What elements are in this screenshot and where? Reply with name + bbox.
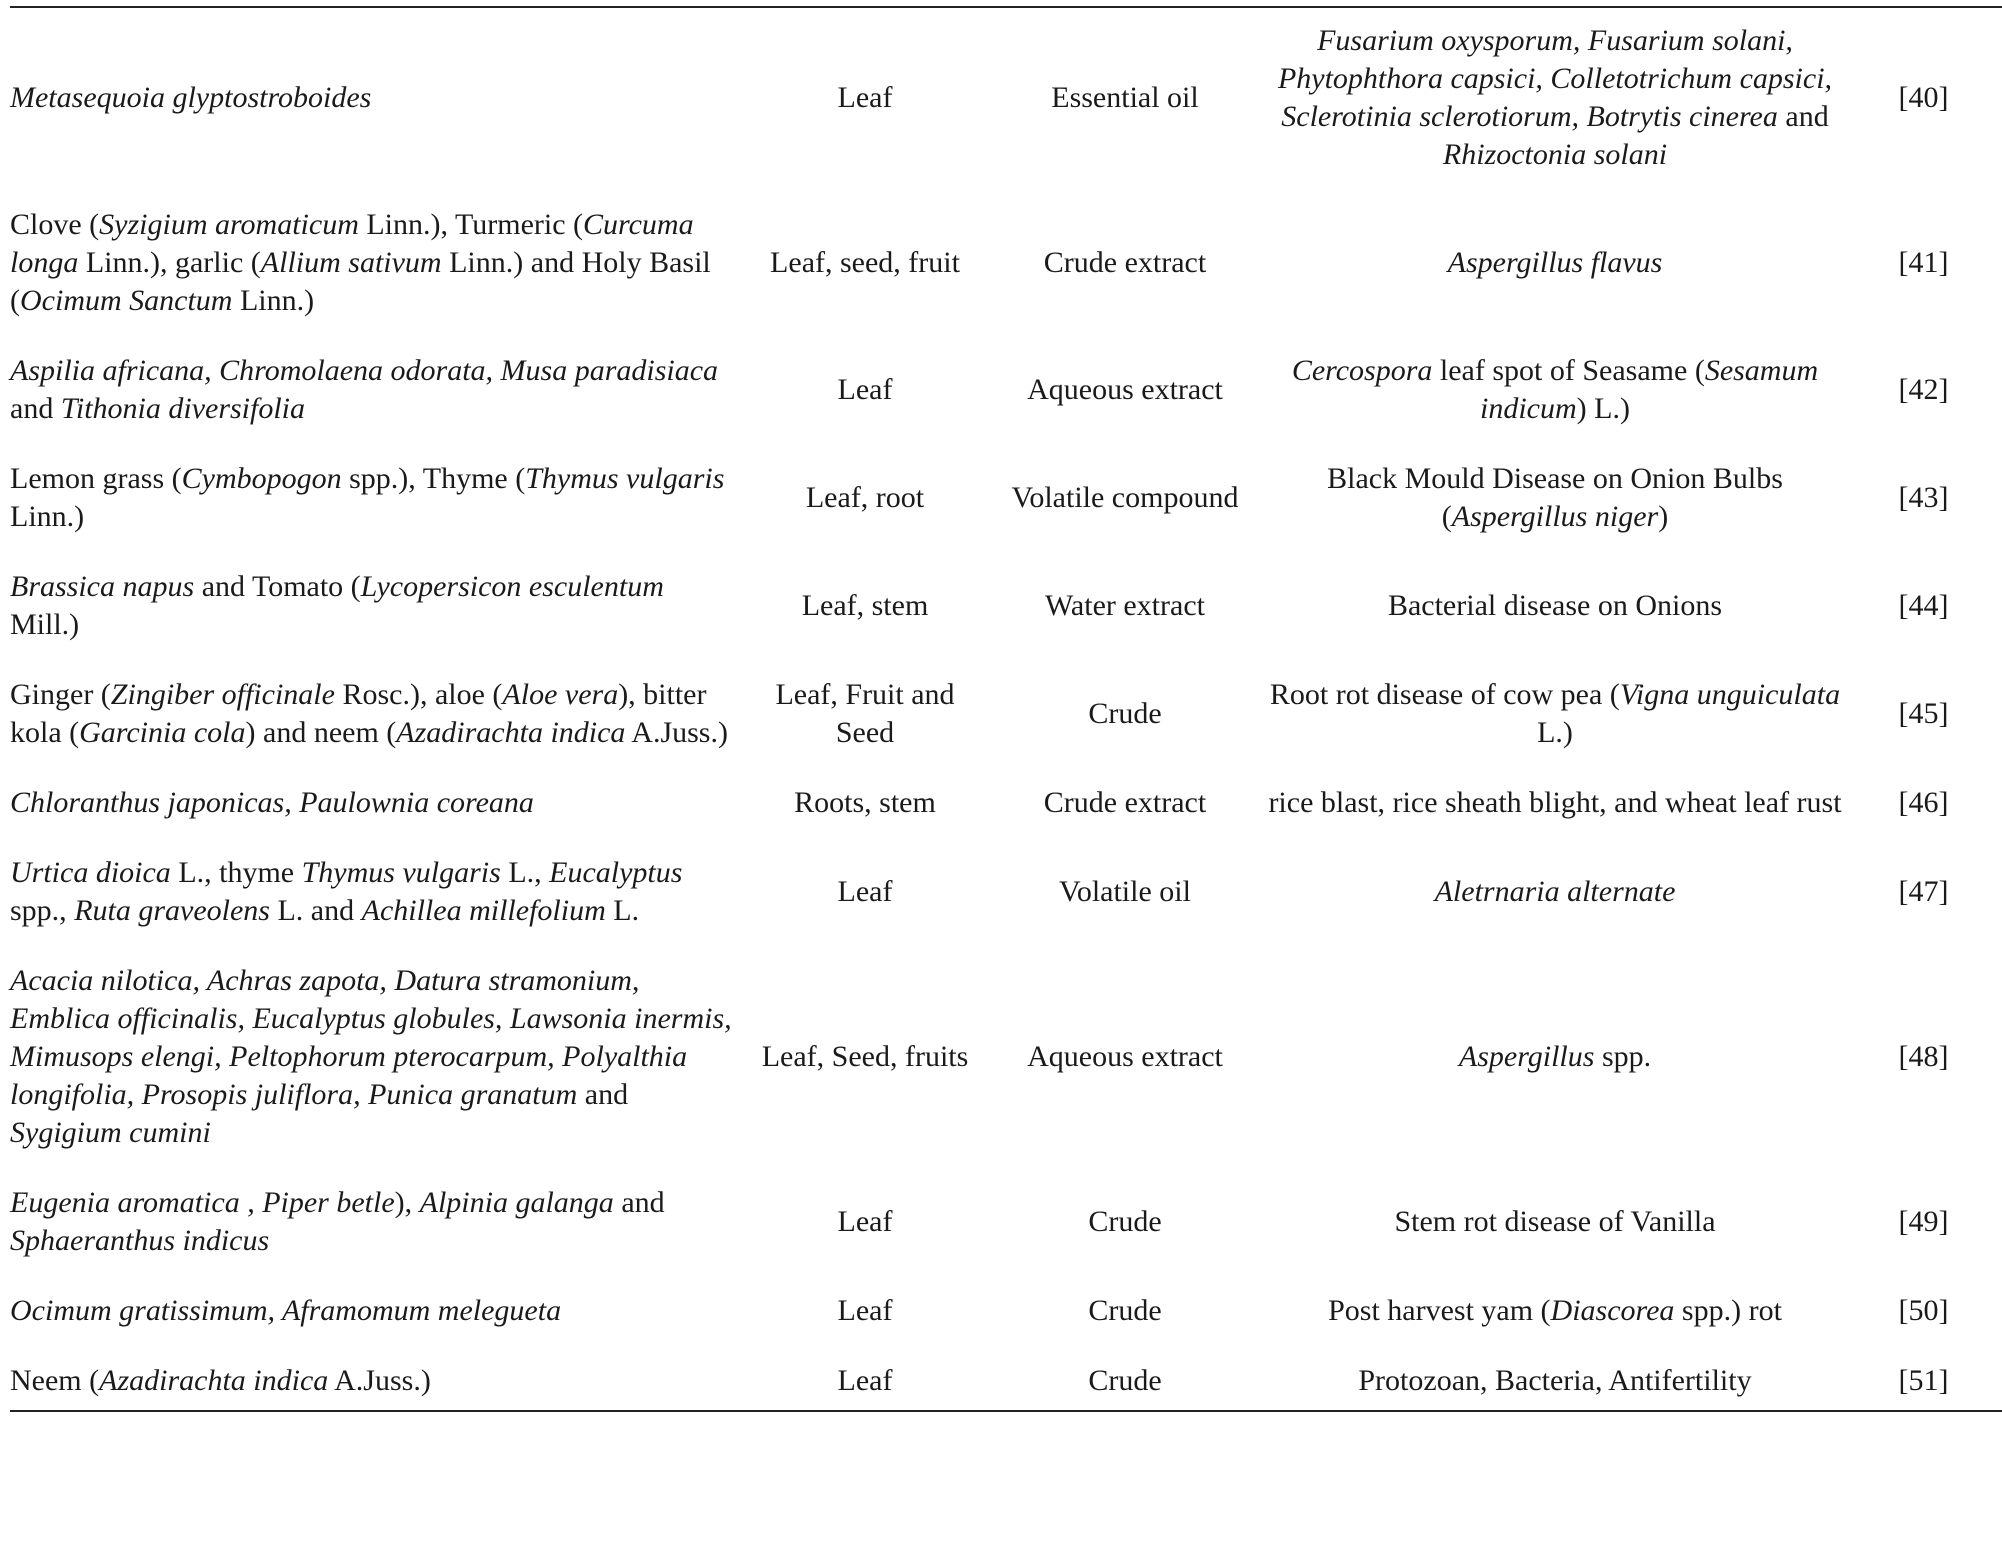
plant-name-cell-text: Cymbopogon — [181, 462, 342, 495]
extract-type-cell: Crude extract — [1043, 246, 1207, 279]
target-pathogen-cell-text: L.) — [1537, 716, 1573, 749]
plant-name-cell-text: Chloranthus japonicas, Paulownia coreana — [10, 786, 534, 819]
plant-name-cell — [10, 768, 745, 838]
plant-name-cell — [10, 444, 745, 552]
target-pathogen-cell — [1265, 190, 1845, 336]
reference-cell: [48] — [1898, 1040, 1949, 1073]
plant-name-cell-text: Azadirachta indica — [99, 1364, 329, 1397]
plant-part-cell: Leaf, Fruit and Seed — [775, 678, 955, 749]
extract-type-cell: Crude extract — [1043, 786, 1207, 819]
table-row — [10, 444, 2002, 552]
extract-type-cell: Volatile oil — [1059, 875, 1191, 908]
plant-name-cell-text: Syzigium aromaticum — [99, 208, 359, 241]
plant-name-cell-text: spp., — [10, 894, 75, 927]
plant-name-cell-text: spp.), Thyme ( — [341, 462, 526, 495]
target-pathogen-cell — [1265, 838, 1845, 946]
reference-cell: [46] — [1898, 786, 1949, 819]
reference-cell: [41] — [1898, 246, 1949, 279]
plant-name-cell-text: L. — [605, 894, 640, 927]
target-pathogen-cell-text: Stem rot disease of Vanilla — [1394, 1205, 1716, 1238]
plant-name-cell-text: Achillea millefolium — [361, 894, 606, 927]
target-pathogen-cell-text: Root rot disease of cow pea ( — [1269, 678, 1620, 711]
plant-name-cell-text: Rosc.), aloe ( — [334, 678, 503, 711]
extract-type-cell: Aqueous extract — [1027, 1040, 1223, 1073]
plant-part-cell: Leaf — [837, 373, 893, 406]
target-pathogen-cell-text: rice blast, rice sheath blight, and wheat leaf rust — [1268, 786, 1842, 819]
table-row — [10, 190, 2002, 336]
table-row — [10, 1346, 2002, 1411]
plant-name-cell-text: Aloe vera — [502, 678, 619, 711]
target-pathogen-cell — [1265, 946, 1845, 1168]
plant-name-cell-text: Ginger ( — [10, 678, 111, 711]
target-pathogen-cell-text: Diascorea — [1550, 1294, 1675, 1327]
plant-extract-table-container — [10, 6, 2002, 1412]
plant-name-cell-text: Azadirachta indica — [396, 716, 626, 749]
target-pathogen-cell-text: Aletrnaria alternate — [1434, 875, 1676, 908]
extract-type-cell: Crude — [1088, 1205, 1162, 1238]
plant-name-cell-text: Lemon grass ( — [10, 462, 182, 495]
plant-name-cell-text: Eugenia aromatica , Piper betle — [10, 1186, 395, 1219]
plant-name-cell-text: Brassica napus — [10, 570, 195, 603]
extract-type-cell: Essential oil — [1051, 81, 1199, 114]
reference-cell: [44] — [1898, 589, 1949, 622]
plant-name-cell-text: and — [577, 1078, 629, 1111]
plant-name-cell-text: Mill.) — [10, 608, 80, 641]
plant-name-cell-text: ) and neem ( — [245, 716, 397, 749]
plant-name-cell-text: Eucalyptus — [549, 856, 683, 889]
plant-name-cell-text: Ruta graveolens — [74, 894, 270, 927]
plant-name-cell-text: Thymus vulgaris — [525, 462, 725, 495]
reference-cell: [42] — [1898, 373, 1949, 406]
target-pathogen-cell-text: and — [1777, 100, 1829, 133]
plant-name-cell — [10, 838, 745, 946]
target-pathogen-cell-text: spp.) rot — [1674, 1294, 1782, 1327]
plant-name-cell — [10, 660, 745, 768]
plant-part-cell: Leaf, stem — [801, 589, 929, 622]
target-pathogen-cell — [1265, 552, 1845, 660]
table-row — [10, 552, 2002, 660]
plant-name-cell — [10, 946, 745, 1168]
target-pathogen-cell-text: Sesamum indicum — [1480, 354, 1819, 425]
target-pathogen-cell-text: Post harvest yam ( — [1328, 1294, 1551, 1327]
plant-name-cell-text: Aspilia africana, Chromolaena odorata, Musa paradisiaca — [10, 354, 719, 387]
target-pathogen-cell-text: ) — [1658, 500, 1669, 533]
target-pathogen-cell-text: Protozoan, Bacteria, Antifertility — [1358, 1364, 1752, 1397]
target-pathogen-cell-text: spp. — [1594, 1040, 1652, 1073]
table-row — [10, 946, 2002, 1168]
plant-name-cell-text: Metasequoia glyptostroboides — [10, 81, 372, 114]
target-pathogen-cell — [1265, 444, 1845, 552]
table-row — [10, 7, 2002, 190]
plant-name-cell-text: Thymus vulgaris — [301, 856, 501, 889]
plant-name-cell — [10, 336, 745, 444]
plant-name-cell-text: L., thyme — [170, 856, 302, 889]
reference-cell: [51] — [1898, 1364, 1949, 1397]
table-row — [10, 660, 2002, 768]
extract-type-cell: Aqueous extract — [1027, 373, 1223, 406]
plant-name-cell-text: A.Juss.) — [625, 716, 728, 749]
plant-name-cell-text: Linn.), garlic ( — [78, 246, 261, 279]
target-pathogen-cell — [1265, 1276, 1845, 1346]
plant-part-cell: Leaf — [837, 1205, 893, 1238]
plant-name-cell — [10, 1346, 745, 1411]
target-pathogen-cell — [1265, 7, 1845, 190]
plant-part-cell: Leaf — [837, 1364, 893, 1397]
reference-cell: [49] — [1898, 1205, 1949, 1238]
plant-name-cell — [10, 190, 745, 336]
target-pathogen-cell-text: Black Mould Disease on Onion Bulbs ( — [1327, 462, 1783, 533]
target-pathogen-cell-text: Aspergillus flavus — [1447, 246, 1663, 279]
plant-part-cell: Leaf — [837, 875, 893, 908]
extract-type-cell: Crude — [1088, 1364, 1162, 1397]
plant-name-cell-text: Zingiber officinale — [110, 678, 335, 711]
reference-cell: [47] — [1898, 875, 1949, 908]
target-pathogen-cell — [1265, 660, 1845, 768]
plant-name-cell-text: ), bitter kola ( — [10, 678, 707, 749]
target-pathogen-cell-text: Rhizoctonia solani — [1442, 138, 1668, 171]
plant-name-cell-text: Acacia nilotica, Achras zapota, Datura stramonium, Emblica officinalis, Eucalyptus globules, Lawsonia inermis, Mimusops elengi, Peltophorum pterocarpum, Polyalthia longifolia, Prosopis juliflora, Punica granatum — [10, 964, 732, 1111]
target-pathogen-cell-text: Fusarium oxysporum, Fusarium solani, Phytophthora capsici, Colletotrichum capsici, Sclerotinia sclerotiorum, Botrytis cinerea — [1277, 24, 1833, 133]
plant-name-cell-text: A.Juss.) — [328, 1364, 431, 1397]
plant-name-cell-text: Linn.), Turmeric ( — [358, 208, 584, 241]
table-body — [10, 7, 2002, 1411]
plant-name-cell-text: L. and — [269, 894, 362, 927]
table-row — [10, 336, 2002, 444]
plant-name-cell-text: Ocimum gratissimum, Aframomum melegueta — [10, 1294, 562, 1327]
plant-name-cell-text: L., — [500, 856, 550, 889]
plant-part-cell: Leaf — [837, 81, 893, 114]
extract-type-cell: Crude — [1088, 1294, 1162, 1327]
plant-name-cell — [10, 1276, 745, 1346]
extract-type-cell: Water extract — [1045, 589, 1205, 622]
plant-part-cell: Leaf, seed, fruit — [770, 246, 960, 279]
plant-name-cell-text: Ocimum Sanctum — [20, 284, 233, 317]
plant-name-cell — [10, 1168, 745, 1276]
target-pathogen-cell — [1265, 1168, 1845, 1276]
plant-name-cell — [10, 552, 745, 660]
extract-type-cell: Crude — [1088, 697, 1162, 730]
reference-cell: [50] — [1898, 1294, 1949, 1327]
plant-name-cell-text: ), — [394, 1186, 420, 1219]
plant-part-cell: Roots, stem — [794, 786, 936, 819]
plant-name-cell — [10, 7, 745, 190]
plant-name-cell-text: Garcinia cola — [79, 716, 246, 749]
plant-name-cell-text: and — [613, 1186, 665, 1219]
plant-name-cell-text: and — [10, 392, 61, 425]
plant-part-cell: Leaf, root — [805, 481, 925, 514]
extract-type-cell: Volatile compound — [1011, 481, 1239, 514]
plant-name-cell-text: Linn.) — [232, 284, 315, 317]
table-row — [10, 838, 2002, 946]
plant-name-cell-text: Urtica dioica — [10, 856, 171, 889]
plant-name-cell-text: Allium sativum — [260, 246, 442, 279]
plant-name-cell-text: Sygigium cumini — [10, 1116, 211, 1149]
reference-cell: [45] — [1898, 697, 1949, 730]
table-row — [10, 1276, 2002, 1346]
plant-name-cell-text: Lycopersicon esculentum — [360, 570, 664, 603]
reference-cell: [40] — [1898, 81, 1949, 114]
plant-name-cell-text: Neem ( — [10, 1364, 100, 1397]
target-pathogen-cell-text: Cercospora — [1291, 354, 1433, 387]
plant-name-cell-text: Tithonia diversifolia — [60, 392, 306, 425]
target-pathogen-cell — [1265, 768, 1845, 838]
table-row — [10, 768, 2002, 838]
plant-name-cell-text: Alpinia galanga — [419, 1186, 614, 1219]
plant-name-cell-text: Curcuma longa — [10, 208, 694, 279]
plant-part-cell: Leaf, Seed, fruits — [761, 1040, 969, 1073]
target-pathogen-cell-text: Aspergillus — [1458, 1040, 1595, 1073]
plant-name-cell-text: Sphaeranthus indicus — [10, 1224, 270, 1257]
target-pathogen-cell — [1265, 336, 1845, 444]
plant-part-cell: Leaf — [837, 1294, 893, 1327]
target-pathogen-cell-text: Aspergillus niger — [1451, 500, 1659, 533]
plant-name-cell-text: Linn.) — [10, 500, 85, 533]
target-pathogen-cell — [1265, 1346, 1845, 1411]
plant-extract-table — [10, 6, 2002, 1412]
reference-cell: [43] — [1898, 481, 1949, 514]
plant-name-cell-text: Linn.) and Holy Basil ( — [10, 246, 711, 317]
plant-name-cell-text: Clove ( — [10, 208, 100, 241]
target-pathogen-cell-text: Bacterial disease on Onions — [1387, 589, 1723, 622]
target-pathogen-cell-text: leaf spot of Seasame ( — [1432, 354, 1705, 387]
table-row — [10, 1168, 2002, 1276]
plant-name-cell-text: and Tomato ( — [194, 570, 361, 603]
target-pathogen-cell-text: Vigna unguiculata — [1619, 678, 1841, 711]
target-pathogen-cell-text: ) L.) — [1576, 392, 1630, 425]
